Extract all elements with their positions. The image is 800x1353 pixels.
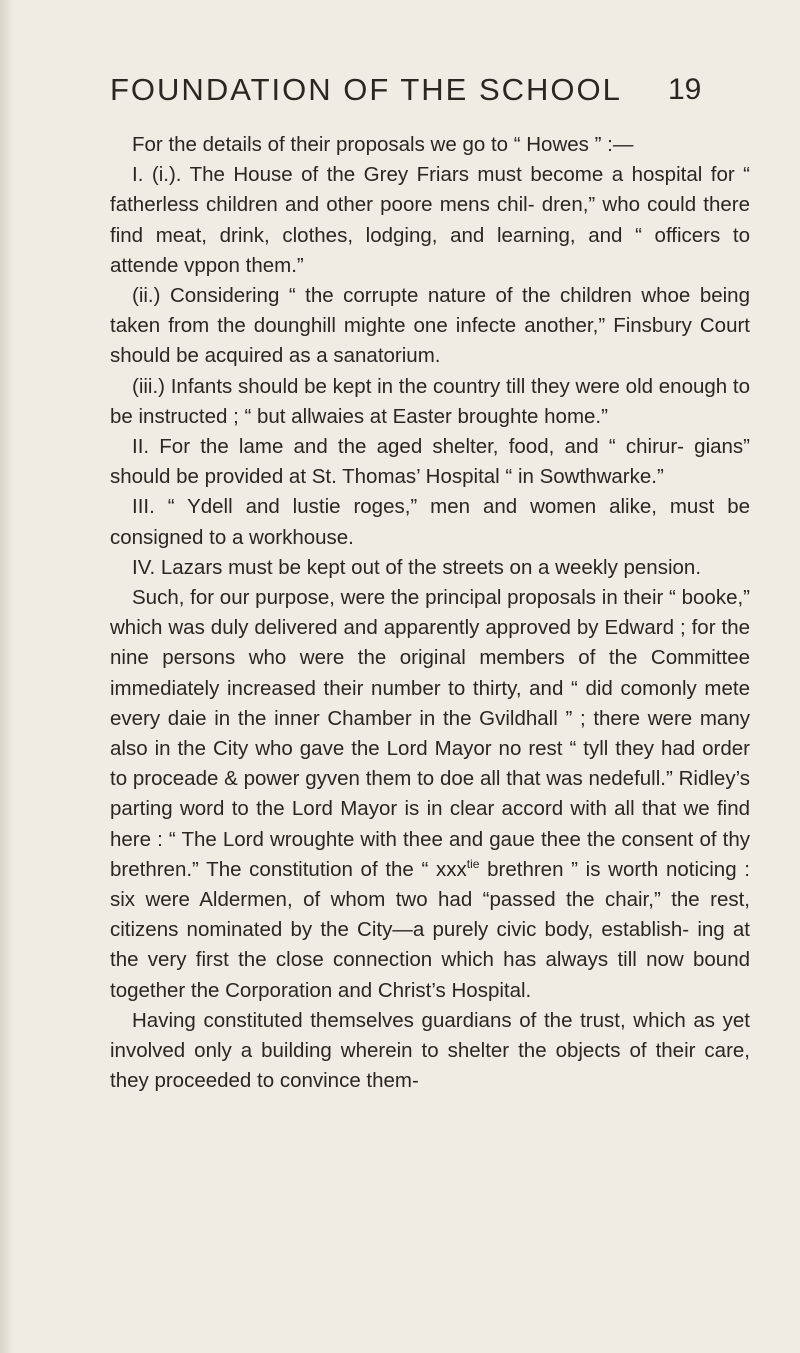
paragraph-proposal-1-i: I. (i.). The House of the Grey Friars must become a hospital for “ fatherless children and other poore mens chil- dren,” who could there find meat, drink, clothes, lodging, and learning, and “ officers to attende vppon them.” — [110, 163, 750, 277]
committee-text-part-1: Such, for our purpose, were the principal proposals in their “ booke,” which was duly delivered and apparently approved by Edward ; for the nine persons who were the original members of the Committee immediately increased their number to thirty, and “ did comonly mete every daie in the inner Chamber in the Gvildhall ” ; there were many also in the City who gave the Lord Mayor no rest “ tyll they had order to proceade & power gyven them to doe all that was nedefull.” Ridley’s parting word to the Lord Mayor is in clear accord with all that we find here : “ The Lord wroughte with thee and gaue thee the consent of thy brethren.” The constitution of the “ xxx — [110, 586, 750, 881]
body-text — [110, 130, 750, 1097]
paragraph-proposal-1-iii: (iii.) Infants should be kept in the country till they were old enough to be instructed ; “ but allwaies at Easter broughte home.” — [110, 374, 750, 428]
paragraph-guardians: Having constituted themselves guardians of the trust, which as yet involved only a building wherein to shelter the objects of their care, they proceeded to convince them- — [110, 1008, 750, 1093]
page-number: 19 — [668, 73, 702, 106]
paragraph-proposal-4: IV. Lazars must be kept out of the streets on a weekly pension. — [132, 555, 702, 579]
running-head: FOUNDATION OF THE SCHOOL — [110, 72, 622, 107]
committee-text-part-2: brethren ” is worth noticing : six were Aldermen, of whom two had “passed the chair,” the rest, citizens nominated by the City—a purely civic body, establish- ing at the very first the close connection which has always till now bound together the Corporation and Christ’s Hospital. — [110, 857, 750, 1002]
page-header — [0, 72, 800, 112]
paragraph-proposal-3: III. “ Ydell and lustie roges,” men and women alike, must be consigned to a workhouse. — [110, 495, 750, 549]
paragraph-committee — [110, 583, 750, 1006]
paragraph-proposal-2: II. For the lame and the aged shelter, food, and “ chirur- gians” should be provided at St. Thomas’ Hospital “ in Sowthwarke.” — [110, 435, 750, 489]
paragraph-proposal-1-ii: (ii.) Considering “ the corrupte nature of the children whoe being taken from the dounghill mighte one infecte another,” Finsbury Court should be acquired as a sanatorium. — [110, 284, 750, 368]
superscript-tie: tie — [466, 857, 480, 872]
page-edge-shadow — [0, 0, 14, 1353]
paragraph-intro: For the details of their proposals we go to “ Howes ” :— — [132, 133, 634, 156]
